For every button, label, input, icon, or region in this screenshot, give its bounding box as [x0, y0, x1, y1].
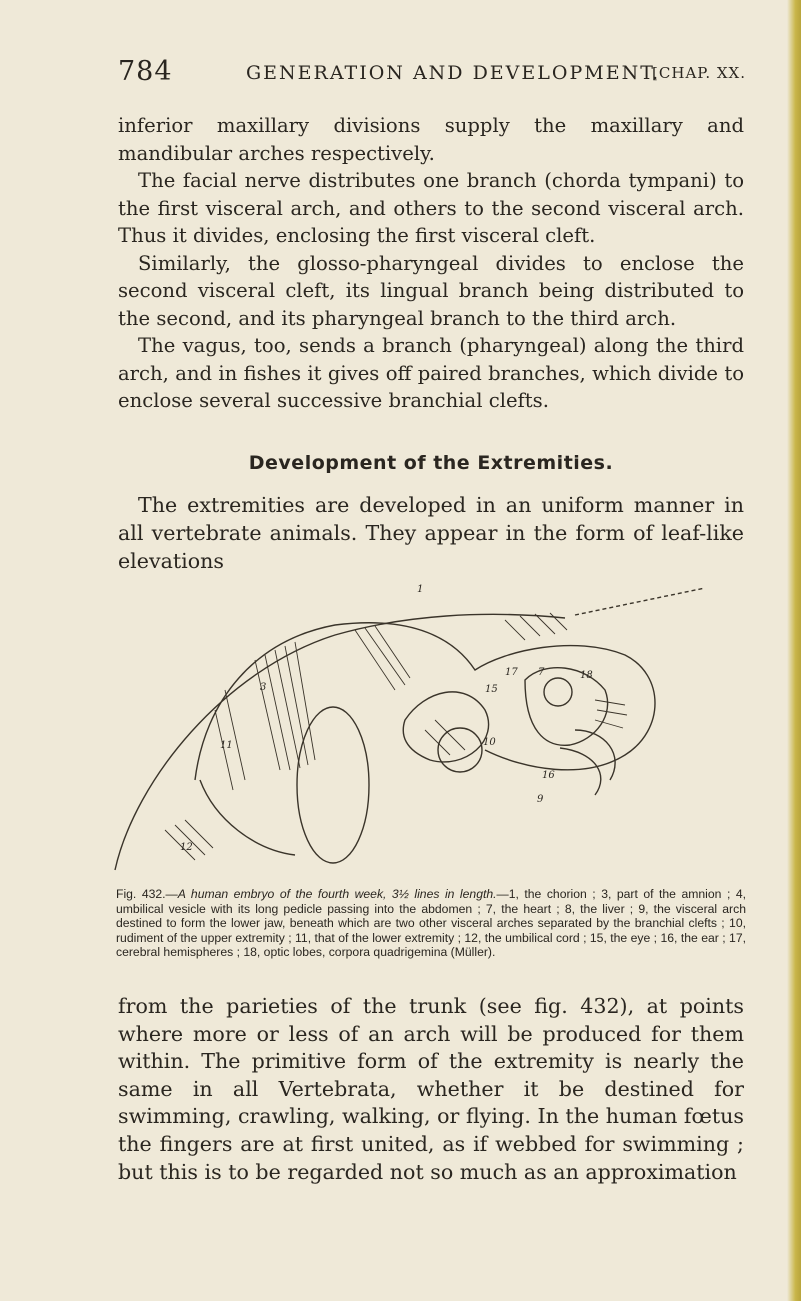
body-text-lower: from the parieties of the trunk (see fig. 432), at points where more or less of an arch will be produced for them within. The primitive form of the extremity is nearly the same in all Vertebrata, whether it be destined for swimming, crawling, walking, or flying. In the human fœtus the fingers are at first united, as if webbed for swimming ; but this is to be regarded not so much as an approximation [118, 994, 744, 1184]
paragraph: Similarly, the glosso-pharyngeal divides to enclose the second visceral cleft, its lingual branch being distributed to the second, and its pharyngeal branch to the third arch. [118, 251, 744, 330]
caption-title: A human embryo of the fourth week, 3½ lines in length. [177, 887, 497, 901]
chapter-marker: [CHAP. XX. [652, 64, 746, 82]
figure-label: 9 [537, 794, 544, 805]
page-header [118, 56, 746, 96]
embryo-figure [105, 580, 735, 880]
page-number: 784 [118, 56, 173, 87]
figure-label: 12 [180, 842, 193, 853]
figure-label: 10 [483, 737, 496, 748]
figure-label: 11 [220, 740, 233, 751]
figure-label: 7 [538, 667, 545, 678]
figure-caption: Fig. 432.—A human embryo of the fourth week, 3½ lines in length.—1, the chorion ; 3, part of the amnion ; 4, umbilical vesicle with its long pedicle passing into the abdomen ; 7, the heart ; 8, the liver ; 9, the visceral arch destined to form the lower jaw, beneath which are two other visceral arches separated by the branchial clefts ; 10, rudiment of the upper extremity ; 11, that of the lower extremity ; 12, the umbilical cord ; 15, the eye ; 16, the ear ; 17, cerebral hemispheres ; 18, optic lobes, corpora quadrigemina (Müller). [116, 887, 746, 960]
figure-label: 18 [580, 670, 593, 681]
running-title: GENERATION AND DEVELOPMENT. [246, 62, 661, 84]
paragraph: The vagus, too, sends a branch (pharyngeal) along the third arch, and in fishes it gives off paired branches, which divide to enclose several successive branchial clefts. [118, 334, 744, 412]
paragraph: The facial nerve distributes one branch (chorda tympani) to the first visceral arch, and others to the second visceral arch. Thus it divides, enclosing the first visceral cleft. [118, 169, 744, 247]
embryo-illustration [105, 580, 735, 880]
figure-label: 15 [485, 684, 498, 695]
paragraph: The extremities are developed in an uniform manner in all vertebrate animals. They appear in the form of leaf-like elevations [118, 493, 744, 573]
body-text-upper [118, 112, 744, 415]
figure-label: 16 [542, 770, 555, 781]
figure-label: 3 [260, 682, 267, 693]
caption-text: —1, the chorion ; 3, part of the amnion ; 4, umbilical vesicle with its long pedicle passing into the abdomen ; 7, the heart ; 8, the liver ; 9, the visceral arch destined to form the lower jaw, beneath which are two other visceral arches separated by the branchial clefts ; 10, rudiment of the upper extremity ; 11, that of the lower extremity ; 12, the umbilical cord ; 15, the eye ; 16, the ear ; 17, cerebral hemispheres ; 18, optic lobes, corpora quadrigemina (Müller). [116, 887, 746, 960]
figure-label: 17 [505, 667, 518, 678]
figure-label: 1 [417, 584, 424, 595]
section-heading: Development of the Extremities. [248, 452, 614, 474]
page-edge [787, 0, 801, 1301]
paragraph: inferior maxillary divisions supply the maxillary and mandibular arches respectively. [118, 114, 744, 165]
caption-fig-label: Fig. 432. [116, 887, 166, 901]
body-text-section [118, 491, 744, 575]
